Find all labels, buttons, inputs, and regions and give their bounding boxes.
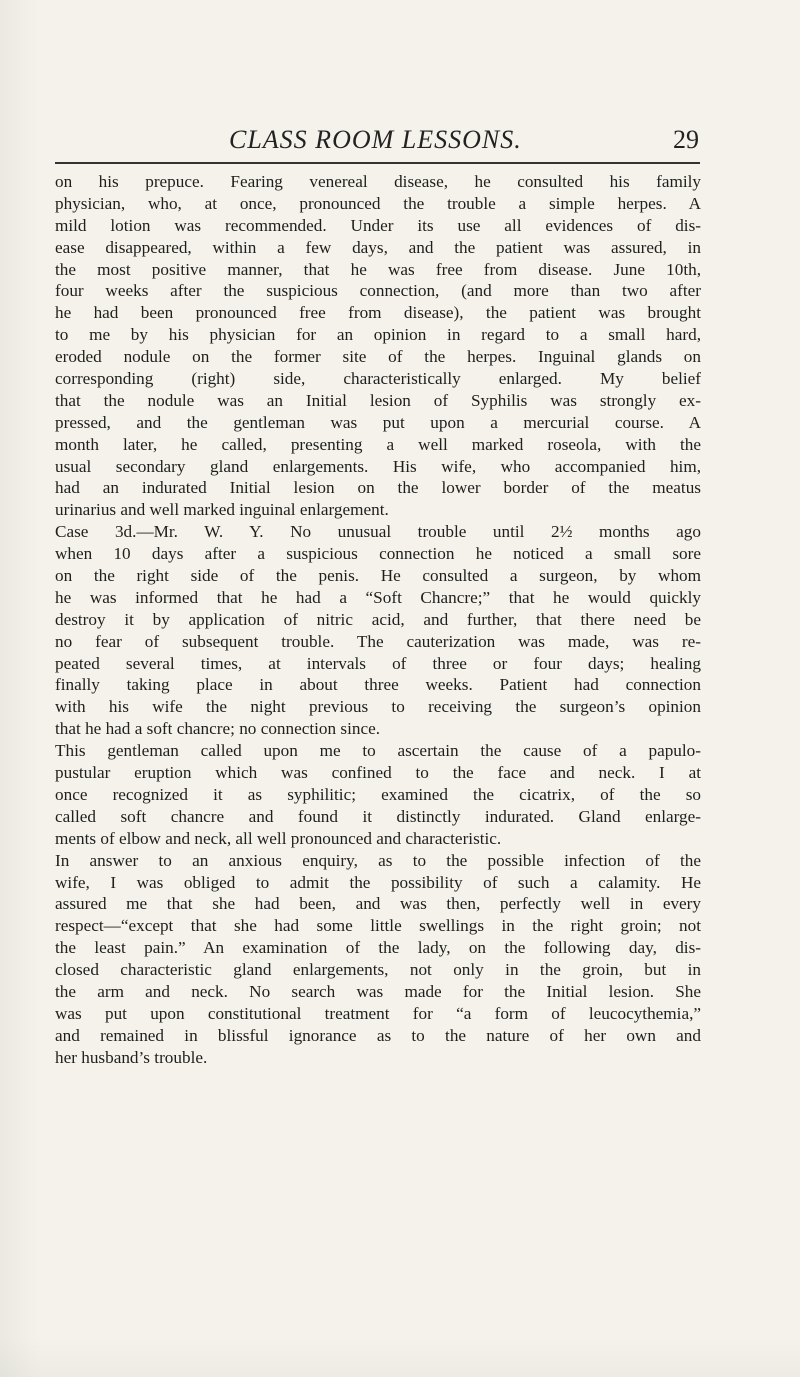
text-line: physician, who, at once, pronounced the trouble a simple herpes. A — [55, 193, 701, 213]
running-header — [0, 125, 800, 159]
text-line: pressed, and the gentleman was put upon a mercurial course. A — [55, 412, 701, 432]
text-line: had an indurated Initial lesion on the lower border of the meatus — [55, 478, 701, 498]
page-number: 29 — [673, 125, 699, 154]
paragraph-end-line: her husband’s trouble. — [55, 1047, 208, 1067]
text-line: finally taking place in about three weeks. Patient had connection — [55, 675, 701, 695]
text-line: with his wife the night previous to receiving the surgeon’s opinion — [55, 697, 701, 717]
text-line: to me by his physician for an opinion in regard to a small hard, — [55, 325, 701, 345]
text-line: he had been pronounced free from disease), the patient was brought — [55, 303, 701, 323]
text-line: called soft chancre and found it distinctly indurated. Gland enlarge- — [55, 806, 701, 826]
text-line: and remained in blissful ignorance as to the nature of her own and — [55, 1025, 701, 1045]
running-title: CLASS ROOM LESSONS. — [229, 125, 522, 154]
text-line: assured me that she had been, and was then, perfectly well in every — [55, 894, 701, 914]
text-line: was put upon constitutional treatment for “a form of leucocythemia,” — [55, 1003, 701, 1023]
text-line: ease disappeared, within a few days, and the patient was assured, in — [55, 237, 701, 257]
text-line: month later, he called, presenting a well marked roseola, with the — [55, 434, 701, 454]
text-line: mild lotion was recommended. Under its use all evidences of dis- — [55, 215, 701, 235]
text-line: the arm and neck. No search was made for the Initial lesion. She — [55, 981, 701, 1001]
text-line: on the right side of the penis. He consulted a surgeon, by whom — [55, 566, 701, 586]
paragraph-end-line: urinarius and well marked inguinal enlargement. — [55, 500, 389, 520]
paragraph-end-line: ments of elbow and neck, all well pronounced and characteristic. — [55, 828, 502, 848]
text-line: when 10 days after a suspicious connection he noticed a small sore — [55, 544, 701, 564]
text-line: closed characteristic gland enlargements, not only in the groin, but in — [55, 960, 701, 980]
text-line: the least pain.” An examination of the lady, on the following day, dis- — [55, 938, 701, 958]
text-line: the most positive manner, that he was free from disease. June 10th, — [55, 259, 701, 279]
paragraph-end-line: that he had a soft chancre; no connection since. — [55, 719, 381, 739]
text-line: usual secondary gland enlargements. His wife, who accompanied him, — [55, 456, 701, 476]
text-line: eroded nodule on the former site of the herpes. Inguinal glands on — [55, 347, 701, 367]
text-line: on his prepuce. Fearing venereal disease, he consulted his family — [55, 172, 701, 191]
text-line: destroy it by application of nitric acid, and further, that there need be — [55, 609, 701, 629]
text-line: Case 3d.—Mr. W. Y. No unusual trouble until 2½ months ago — [55, 522, 701, 542]
page-bottom-shading — [0, 1337, 800, 1377]
text-line: four weeks after the suspicious connection, (and more than two after — [55, 281, 701, 301]
text-line: In answer to an anxious enquiry, as to the possible infection of the — [55, 850, 701, 870]
text-line: no fear of subsequent trouble. The cauterization was made, was re- — [55, 631, 701, 651]
text-line: pustular eruption which was confined to the face and neck. I at — [55, 763, 701, 783]
text-line: he was informed that he had a “Soft Chancre;” that he would quickly — [55, 587, 701, 607]
text-line: peated several times, at intervals of three or four days; healing — [55, 653, 701, 673]
text-line: wife, I was obliged to admit the possibility of such a calamity. He — [55, 872, 701, 892]
text-line: once recognized it as syphilitic; examined the cicatrix, of the so — [55, 784, 701, 804]
text-line: This gentleman called upon me to ascertain the cause of a papulo- — [55, 741, 701, 761]
text-line: corresponding (right) side, characteristically enlarged. My belief — [55, 369, 701, 389]
text-line: respect—“except that she had some little swellings in the right groin; not — [55, 916, 701, 936]
body-text — [55, 171, 701, 1069]
header-rule — [55, 162, 700, 164]
text-line: that the nodule was an Initial lesion of Syphilis was strongly ex- — [55, 390, 701, 410]
